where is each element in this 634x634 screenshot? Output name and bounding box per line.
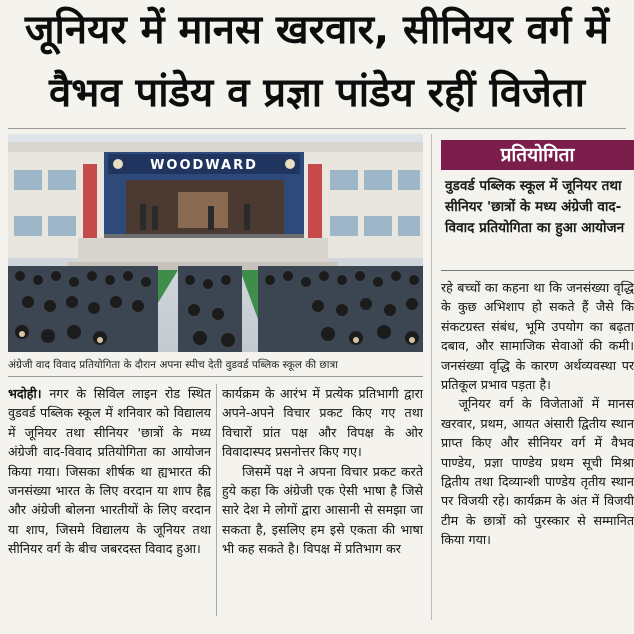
- event-photo-illustration: [8, 134, 423, 352]
- woodward-banner: WOODWARD: [150, 158, 258, 173]
- photo-caption: अंग्रेजी वाद विवाद प्रतियोगिता के दौरान अपना स्पीच देती वुडवर्ड पब्लिक स्कूल की छात्रा: [8, 359, 339, 371]
- headline-line-2: वैभव पांडेय व प्रज्ञा पांडेय रहीं विजेता: [49, 70, 585, 116]
- article-text: नगर के सिविल लाइन रोड स्थित वुडवर्ड पब्लिक स्कूल में शनिवार को विद्यालय में जूनियर तथा सीनियर 'छात्रों के मध्य अंग्रेजी वाद-विवाद प्रतियोगिता का आयोजन किया गया। जिसका शीर्षक था ह्यभारत की जनसंख्या भारत के लिए वरदान या शाप हैह्व और अंग्रेजी बोलना भारतीयों के लिए वरदान या शाप, जिसमे विद्यालय के जूनियर तथा सीनियर वर्ग के बीच जबरदस्त विवाद हुआ।: [8, 386, 211, 557]
- article-paragraph: जूनियर वर्ग के विजेताओं में मानस खरवार, प्रथम, आयत अंसारी द्वितीय स्थान प्राप्त किए और सीनियर वर्ग में वैभव पाण्डेय, प्रज्ञा पाण्डेय प्रथम सूची मिश्रा द्वितीय तथा दिव्यान्शी पाण्डेय तृतीय स्थान पर विजयी रहे। कार्यक्रम के अंत में विजयी टीम के छात्रों को पुरस्कार से सम्मानित किया गया।: [441, 396, 634, 548]
- article-paragraph: रहे बच्चों का कहना था कि जनसंख्या वृद्धि के कुछ अभिशाप हो सकते हैं जैसे कि संकटग्रस्त संबंध, भूमि उपयोग का बढ़ता दबाव, और सामाजिक सेवाओं की कमी। जनसंख्या वृद्धि के कारण अर्थव्यवस्था पर प्रतिकूल प्रभाव पड़ता है।: [441, 280, 634, 393]
- article-column-2: [222, 384, 423, 620]
- article-paragraph: [8, 384, 211, 559]
- dateline: भदोही।: [8, 386, 42, 401]
- sub-headline-rule: [441, 270, 634, 271]
- caption-rule: [8, 376, 423, 377]
- section-tag: प्रतियोगिता: [441, 140, 634, 170]
- headline-rule: [8, 128, 626, 129]
- article-paragraph: जिसमें पक्ष ने अपना विचार प्रकट करते हुये कहा कि अंग्रेजी एक ऐसी भाषा है जिसे सारे देश मे लोगों द्वारा आसानी से समझा जा सकता है, इसलिए हम इसे एकता की भाषा भी कह सकते है। विपक्ष में प्रतिभाग कर: [222, 463, 423, 557]
- article-column-3: [441, 278, 634, 618]
- column-divider-sidebar: [431, 134, 432, 620]
- article-column-1: [8, 384, 211, 620]
- column-divider: [216, 384, 217, 616]
- event-photo: [8, 134, 423, 352]
- sub-headline: वुडवर्ड पब्लिक स्कूल में जूनियर तथा सीनियर 'छात्रों के मध्य अंग्रेजी वाद-विवाद प्रतियोगिता का हुआ आयोजन: [445, 178, 625, 236]
- article-paragraph: कार्यक्रम के आरंभ में प्रत्येक प्रतिभागी द्वारा अपने-अपने विचार प्रकट किए गए तथा विचारों प्रांत पक्ष और विपक्ष के ओर विवादास्पद प्रसनोत्तर किए गए।: [222, 386, 423, 460]
- headline-line-1: जूनियर में मानस खरवार, सीनियर वर्ग में: [24, 7, 610, 53]
